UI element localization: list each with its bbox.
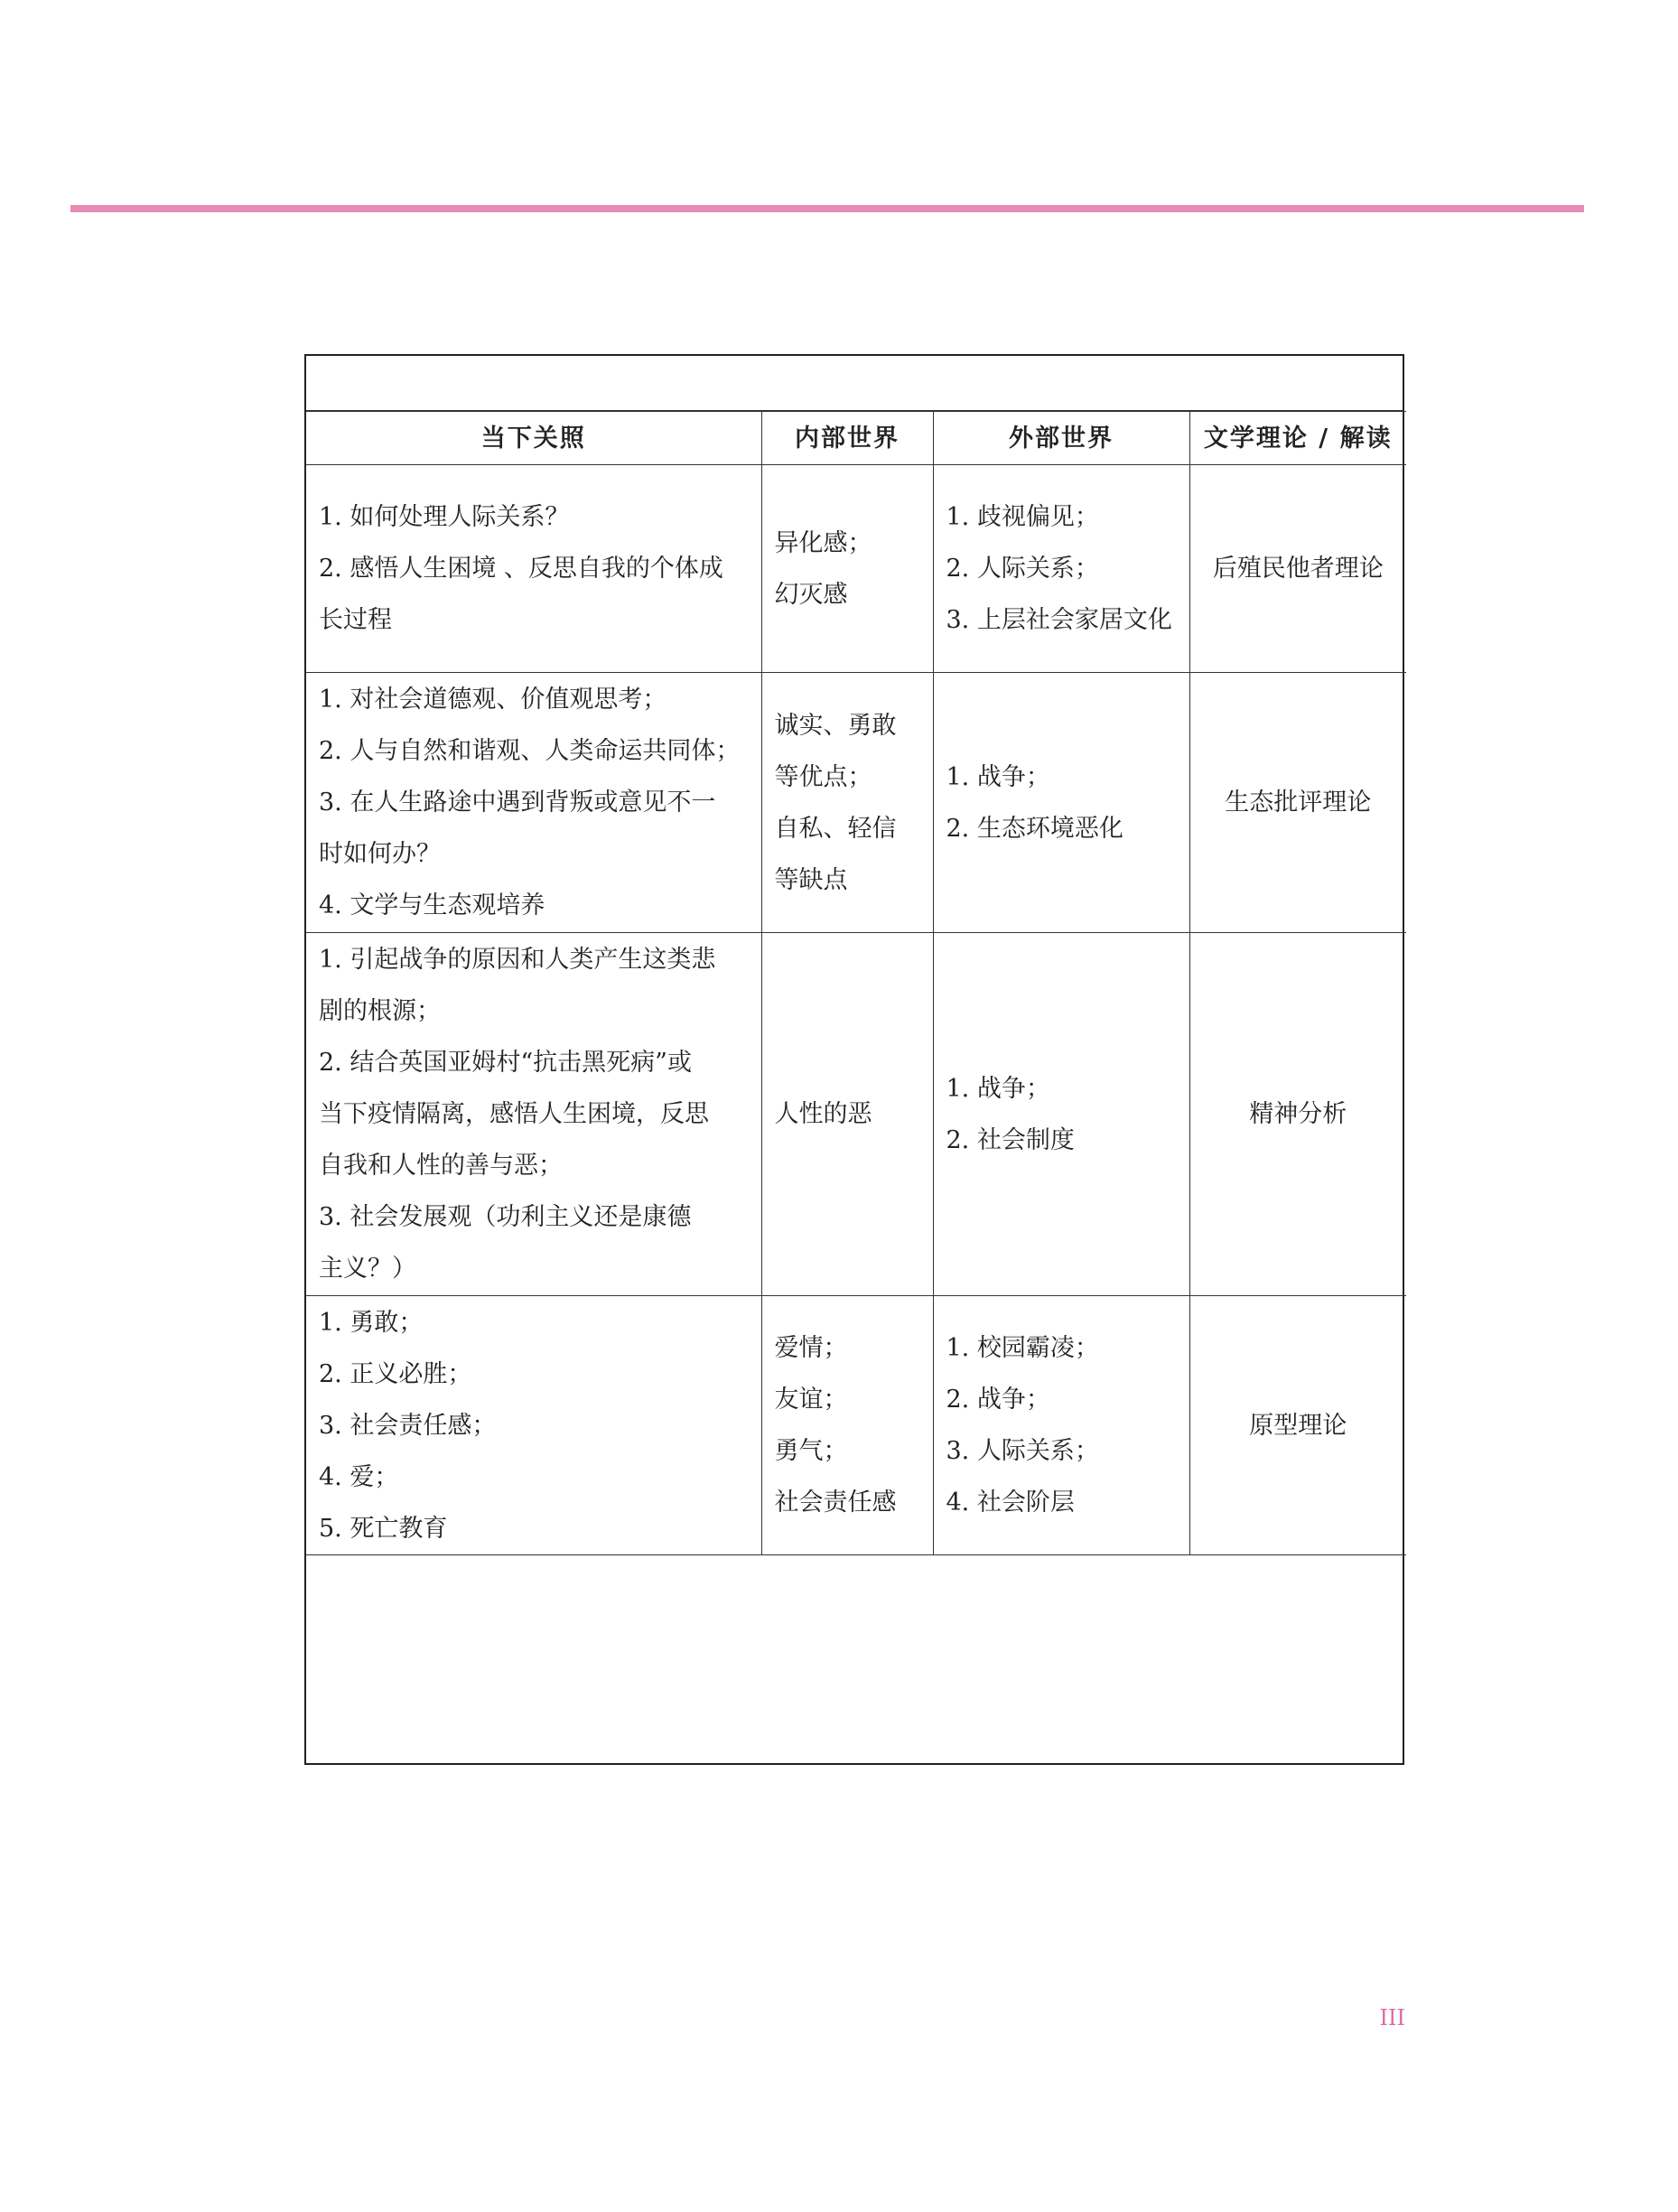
cell-line: 2. 感悟人生困境 、反思自我的个体成: [319, 555, 723, 583]
table-header-row: [306, 412, 1406, 465]
cell-literary-theory: 原型理论: [1189, 1296, 1406, 1555]
cell-line: 当下疫情隔离，感悟人生困境，反思: [319, 1100, 709, 1128]
cell-outer-world: [933, 1296, 1189, 1555]
cell-line: 2. 人际关系；: [946, 555, 1099, 583]
cell-literary-theory: 生态批评理论: [1189, 673, 1406, 933]
table-blank-footer-row: [306, 1555, 1403, 1763]
cell-line: 长过程: [319, 606, 392, 634]
cell-line: 社会责任感: [774, 1489, 897, 1517]
cell-present-concern: [306, 465, 761, 673]
cell-line: 等优点；: [774, 762, 872, 791]
cell-outer-world: [933, 465, 1189, 673]
header-outer-world: 外部世界: [933, 412, 1189, 465]
cell-line: 2. 社会制度: [946, 1125, 1075, 1154]
theory-table-frame: [304, 354, 1404, 1765]
table-blank-header-row: [306, 356, 1403, 411]
cell-line: 时如何办？: [319, 840, 441, 868]
cell-literary-theory: 后殖民他者理论: [1189, 465, 1406, 673]
cell-line: 3. 上层社会家居文化: [946, 606, 1172, 634]
cell-line: 主义？）: [319, 1255, 416, 1283]
cell-line: 1. 战争；: [946, 1074, 1050, 1103]
cell-line: 爱情；: [774, 1334, 848, 1362]
literary-theory-table: [306, 411, 1406, 1555]
cell-line: 剧的根源；: [319, 997, 441, 1025]
cell-present-concern: [306, 1296, 761, 1555]
cell-present-concern: [306, 673, 761, 933]
cell-outer-world: [933, 933, 1189, 1296]
cell-line: 异化感；: [774, 528, 872, 557]
cell-line: 1. 引起战争的原因和人类产生这类悲: [319, 946, 716, 974]
cell-line: 2. 人与自然和谐观、人类命运共同体；: [319, 737, 741, 765]
cell-line: 4. 文学与生态观培养: [319, 891, 545, 919]
header-present-concern: 当下关照: [306, 412, 761, 465]
cell-line: 2. 生态环境恶化: [946, 814, 1123, 843]
cell-line: 人性的恶: [774, 1100, 872, 1128]
cell-line: 2. 正义必胜；: [319, 1359, 472, 1388]
cell-line: 1. 校园霸凌；: [946, 1334, 1099, 1362]
cell-line: 1. 战争；: [946, 762, 1050, 791]
cell-outer-world: [933, 673, 1189, 933]
cell-line: 1. 歧视偏见；: [946, 503, 1099, 531]
cell-present-concern: [306, 933, 761, 1296]
cell-line: 3. 在人生路途中遇到背叛或意见不一: [319, 789, 716, 817]
cell-line: 1. 对社会道德观、价值观思考；: [319, 686, 667, 714]
cell-inner-world: [761, 465, 933, 673]
table-row: [306, 673, 1406, 933]
cell-inner-world: [761, 933, 933, 1296]
cell-line: 勇气；: [774, 1437, 848, 1465]
header-literary-theory: 文学理论 / 解读: [1189, 412, 1406, 465]
cell-line: 3. 社会发展观（功利主义还是康德: [319, 1203, 692, 1231]
cell-line: 1. 如何处理人际关系？: [319, 503, 570, 531]
cell-line: 自我和人性的善与恶；: [319, 1152, 563, 1180]
cell-line: 4. 社会阶层: [946, 1489, 1075, 1517]
cell-line: 1. 勇敢；: [319, 1308, 424, 1337]
cell-line: 幻灭感: [774, 580, 848, 609]
cell-line: 自私、轻信: [774, 814, 897, 843]
table-row: [306, 465, 1406, 673]
top-accent-rule: [70, 205, 1584, 212]
cell-line: 诚实、勇敢: [774, 711, 897, 740]
cell-line: 4. 爱；: [319, 1462, 399, 1491]
header-inner-world: 内部世界: [761, 412, 933, 465]
cell-inner-world: [761, 1296, 933, 1555]
cell-line: 5. 死亡教育: [319, 1514, 448, 1543]
cell-literary-theory: 精神分析: [1189, 933, 1406, 1296]
table-row: [306, 1296, 1406, 1555]
cell-line: 3. 社会责任感；: [319, 1411, 497, 1440]
cell-line: 2. 结合英国亚姆村“抗击黑死病”或: [319, 1049, 692, 1077]
cell-line: 3. 人际关系；: [946, 1437, 1099, 1465]
cell-line: 等缺点: [774, 865, 848, 894]
cell-line: 2. 战争；: [946, 1386, 1050, 1414]
cell-line: 友谊；: [774, 1386, 848, 1414]
page-number: III: [1379, 2005, 1405, 2030]
table-row: [306, 933, 1406, 1296]
cell-inner-world: [761, 673, 933, 933]
